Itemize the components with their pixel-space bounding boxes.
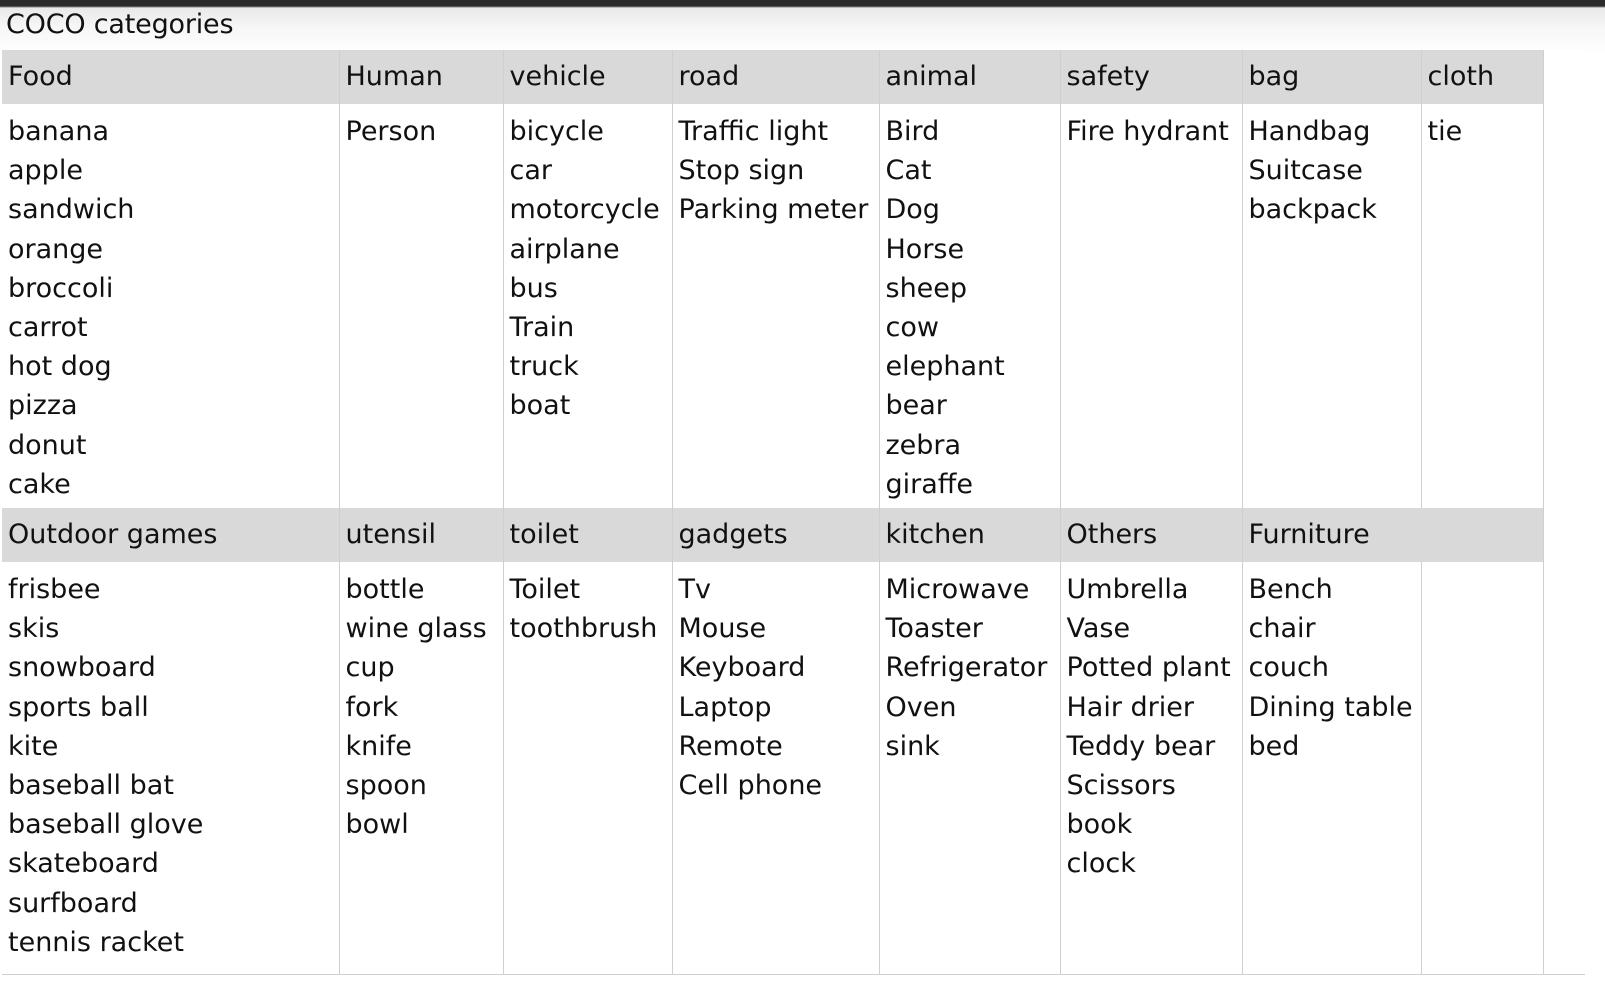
category-item: sink: [885, 730, 940, 762]
category-item: Teddy bear: [1066, 730, 1216, 762]
category-item: cake: [8, 468, 71, 500]
category-item: surfboard: [8, 887, 138, 919]
category-item: Train: [509, 311, 575, 343]
category-header: utensil: [339, 508, 503, 562]
item-cell: [879, 104, 1060, 508]
category-header: animal: [879, 50, 1060, 104]
category-item: Dining table: [1248, 691, 1413, 723]
category-item: donut: [8, 429, 87, 461]
category-item: baseball bat: [8, 769, 174, 801]
item-cell: [339, 562, 503, 975]
category-item: chair: [1248, 613, 1316, 645]
category-item: Cell phone: [678, 769, 823, 801]
category-item: toothbrush: [509, 613, 658, 645]
filler-cell: [1543, 508, 1585, 562]
top-bar: [0, 0, 1605, 56]
category-item: bus: [509, 272, 558, 304]
category-header: Furniture: [1242, 508, 1421, 562]
category-item: Laptop: [678, 691, 772, 723]
item-cell: [1421, 104, 1543, 508]
filler-cell: [1543, 562, 1585, 975]
category-item: giraffe: [885, 468, 973, 500]
category-item: Suitcase: [1248, 155, 1363, 187]
category-header: kitchen: [879, 508, 1060, 562]
item-cell: [1242, 562, 1421, 975]
filler-cell: [1543, 50, 1585, 104]
category-item: broccoli: [8, 272, 114, 304]
header-row-top: [2, 50, 1585, 104]
category-header: cloth: [1421, 50, 1543, 104]
category-item: Handbag: [1248, 116, 1371, 147]
filler-cell: [1543, 104, 1585, 508]
category-header: Outdoor games: [2, 508, 339, 562]
category-item: tennis racket: [8, 926, 184, 958]
category-item: Horse: [885, 233, 965, 265]
category-header: Others: [1060, 508, 1242, 562]
item-cell: [2, 104, 339, 508]
category-item: car: [509, 155, 552, 187]
category-header: road: [672, 50, 879, 104]
category-item: pizza: [8, 390, 78, 422]
category-item: Oven: [885, 691, 957, 723]
category-header: safety: [1060, 50, 1242, 104]
category-item: baseball glove: [8, 809, 204, 841]
category-item: Person: [345, 116, 437, 147]
category-item: bowl: [345, 809, 409, 841]
category-item: cup: [345, 652, 395, 684]
category-item: Microwave: [885, 574, 1030, 605]
category-header: vehicle: [503, 50, 672, 104]
category-item: bottle: [345, 574, 425, 605]
category-item: fork: [345, 691, 399, 723]
header-row-bottom: [2, 508, 1585, 562]
category-item: backpack: [1248, 194, 1377, 226]
category-item: Parking meter: [678, 194, 869, 226]
item-cell: [339, 104, 503, 508]
category-item: Mouse: [678, 613, 767, 645]
category-item: bed: [1248, 730, 1300, 762]
category-item: orange: [8, 233, 104, 265]
category-item: wine glass: [345, 613, 487, 645]
category-item: sheep: [885, 272, 968, 304]
category-header: Human: [339, 50, 503, 104]
category-header: [1421, 508, 1543, 562]
category-item: Hair drier: [1066, 691, 1194, 723]
category-item: spoon: [345, 769, 427, 801]
item-cell: [2, 562, 339, 975]
category-item: frisbee: [8, 574, 101, 605]
items-row-bottom: [2, 562, 1585, 975]
category-item: truck: [509, 351, 579, 383]
category-item: Umbrella: [1066, 574, 1189, 605]
category-item: motorcycle: [509, 194, 660, 226]
category-item: sports ball: [8, 691, 149, 723]
category-item: Vase: [1066, 613, 1131, 645]
category-item: Traffic light: [678, 116, 829, 147]
category-item: cow: [885, 311, 939, 343]
item-cell: [672, 104, 879, 508]
category-item: elephant: [885, 351, 1005, 383]
items-row-top: [2, 104, 1585, 508]
item-cell: [1242, 104, 1421, 508]
category-item: bicycle: [509, 116, 604, 147]
category-item: Tv: [678, 574, 711, 605]
category-header: bag: [1242, 50, 1421, 104]
category-header: Food: [2, 50, 339, 104]
category-item: Fire hydrant: [1066, 116, 1229, 147]
category-item: Remote: [678, 730, 783, 762]
category-header: gadgets: [672, 508, 879, 562]
item-cell: [879, 562, 1060, 975]
category-item: skateboard: [8, 848, 159, 880]
category-item: zebra: [885, 429, 962, 461]
category-item: skis: [8, 613, 60, 645]
category-item: hot dog: [8, 351, 112, 383]
category-item: snowboard: [8, 652, 156, 684]
item-cell: [1060, 104, 1242, 508]
category-item: couch: [1248, 652, 1329, 684]
table-caption: COCO categories: [6, 9, 234, 40]
category-item: Bench: [1248, 574, 1333, 605]
category-item: Potted plant: [1066, 652, 1231, 684]
category-item: carrot: [8, 311, 88, 343]
coco-categories-table: [2, 50, 1585, 975]
category-item: tie: [1427, 116, 1463, 147]
category-item: airplane: [509, 233, 620, 265]
category-item: Toaster: [885, 613, 983, 645]
category-item: apple: [8, 155, 83, 187]
item-cell: [1060, 562, 1242, 975]
category-item: bear: [885, 390, 947, 422]
category-item: Refrigerator: [885, 652, 1048, 684]
category-item: boat: [509, 390, 571, 422]
category-item: book: [1066, 809, 1133, 841]
category-item: Stop sign: [678, 155, 805, 187]
item-cell: [1421, 562, 1543, 975]
category-item: clock: [1066, 848, 1136, 880]
category-item: banana: [8, 116, 109, 147]
category-item: Bird: [885, 116, 940, 147]
category-item: Dog: [885, 194, 940, 226]
item-cell: [503, 104, 672, 508]
item-cell: [672, 562, 879, 975]
category-header: toilet: [503, 508, 672, 562]
category-item: Cat: [885, 155, 932, 187]
item-cell: [503, 562, 672, 975]
category-item: sandwich: [8, 194, 135, 226]
category-item: kite: [8, 730, 59, 762]
category-item: Toilet: [509, 574, 581, 605]
category-item: Scissors: [1066, 769, 1176, 801]
category-item: knife: [345, 730, 412, 762]
category-item: Keyboard: [678, 652, 806, 684]
